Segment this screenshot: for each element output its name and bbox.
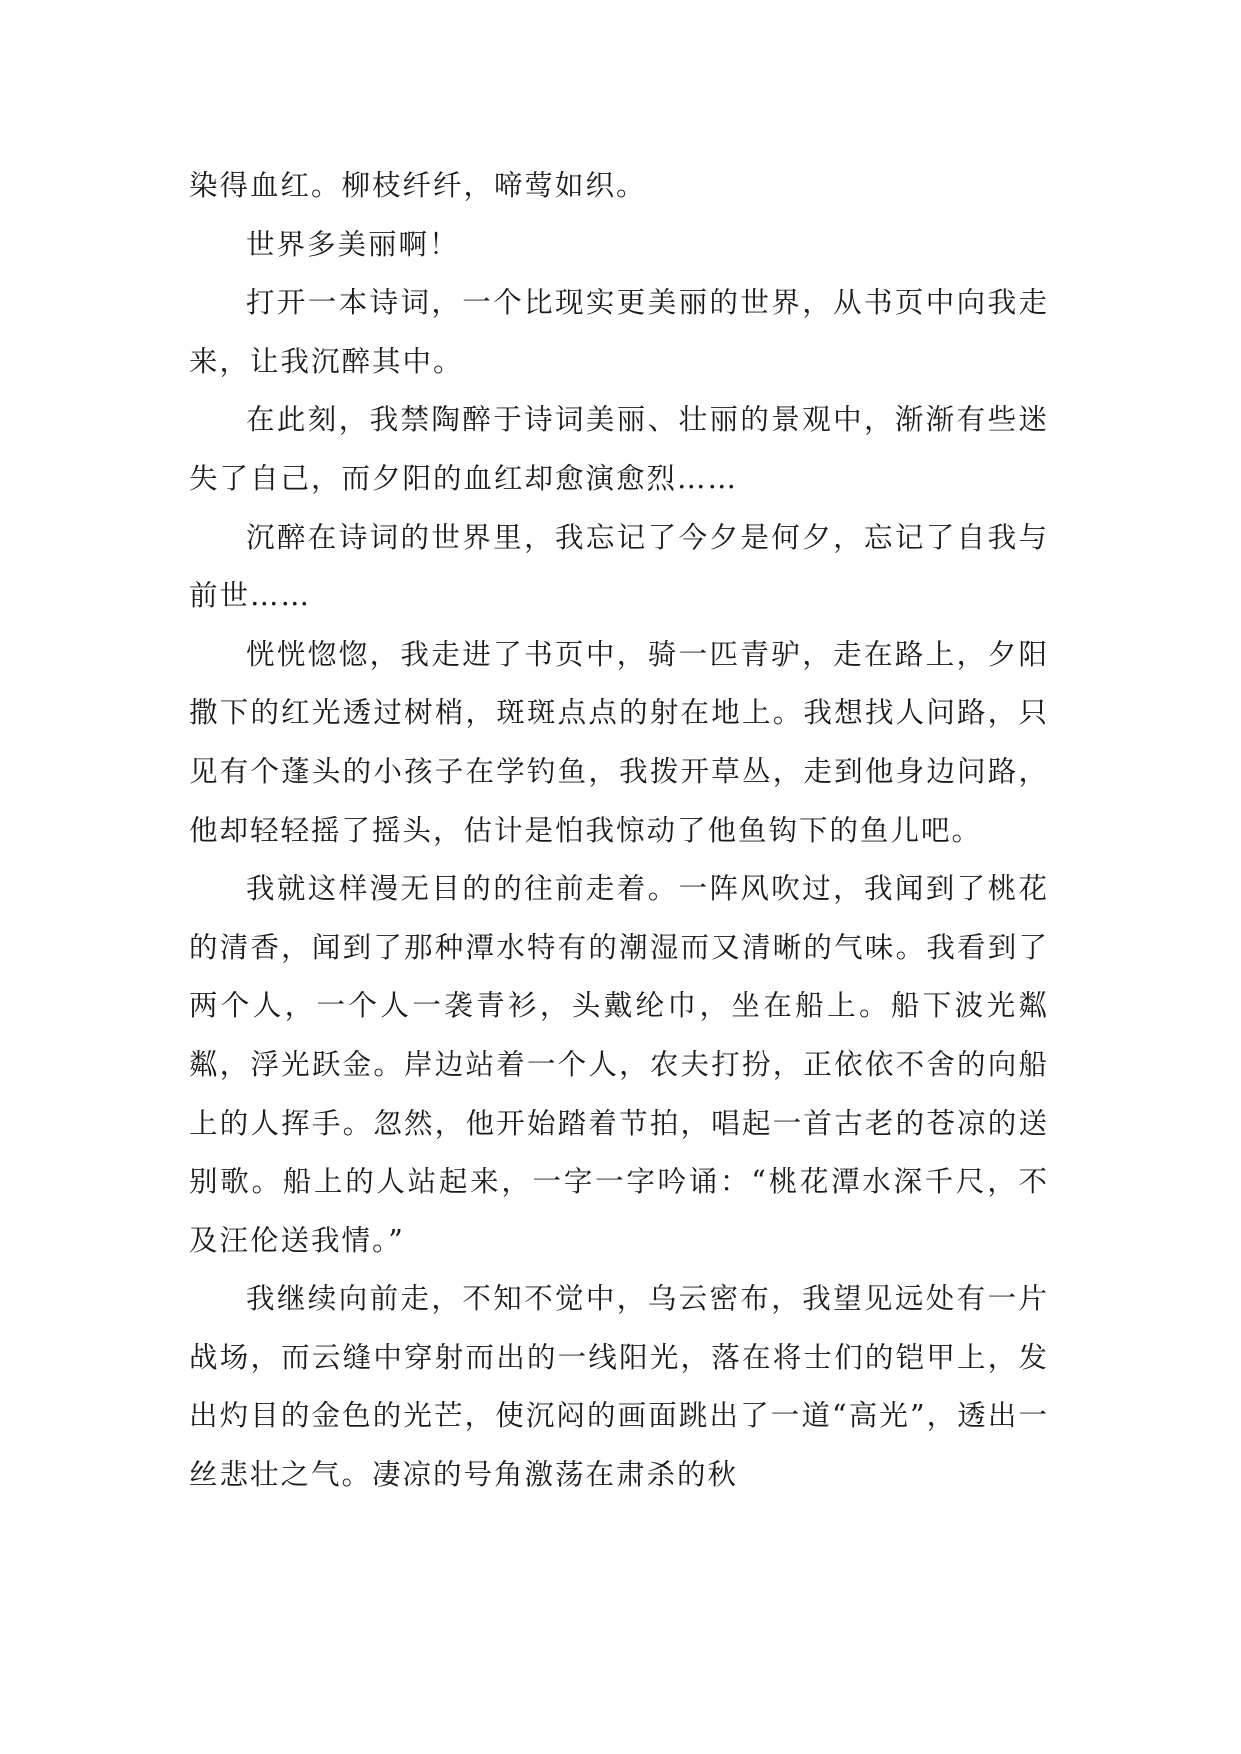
- paragraph-2: 世界多美丽啊！: [246, 227, 460, 261]
- paragraph-3: 打开一本诗词，一个比现实更美丽的世界，从书页中向我走来，让我沉醉其中。: [189, 286, 1049, 378]
- paragraph-6: 恍恍惚惚，我走进了书页中，骑一匹青驴，走在路上，夕阳撒下的红光透过树梢，斑斑点点的射在地上。我想找人问路，只见有个蓬头的小孩子在学钓鱼，我拨开草丛，走到他身边问路，他却轻轻摇了摇头，估计是怕我惊动了他鱼钩下的鱼儿吧。: [189, 637, 1049, 847]
- paragraph-1: 染得血红。柳枝纤纤，啼莺如织。: [189, 169, 647, 202]
- paragraph-4: 在此刻，我禁陶醉于诗词美丽、壮丽的景观中，渐渐有些迷失了自己，而夕阳的血红却愈演愈烈……: [189, 403, 1049, 495]
- paragraph-7: 我就这样漫无目的的往前走着。一阵风吹过，我闻到了桃花的清香，闻到了那种潭水特有的潮湿而又清晰的气味。我看到了两个人，一个人一袭青衫，头戴纶巾，坐在船上。船下波光粼粼，浮光跃金。岸边站着一个人，农夫打扮，正依依不舍的向船上的人挥手。忽然，他开始踏着节拍，唱起一首古老的苍凉的送别歌。船上的人站起来，一字一字吟诵：“桃花潭水深千尺，不及汪伦送我情。”: [189, 872, 1049, 1257]
- paragraph-5: 沉醉在诗词的世界里，我忘记了今夕是何夕，忘记了自我与前世……: [189, 520, 1049, 613]
- paragraph-8: 我继续向前走，不知不觉中，乌云密布，我望见远处有一片战场，而云缝中穿射而出的一线阳光，落在将士们的铠甲上，发出灼目的金色的光芒，使沉闷的画面跳出了一道“高光”，透出一丝悲壮之气。凄凉的号角激荡在肃杀的秋: [189, 1282, 1049, 1492]
- document-body: [189, 157, 1049, 1505]
